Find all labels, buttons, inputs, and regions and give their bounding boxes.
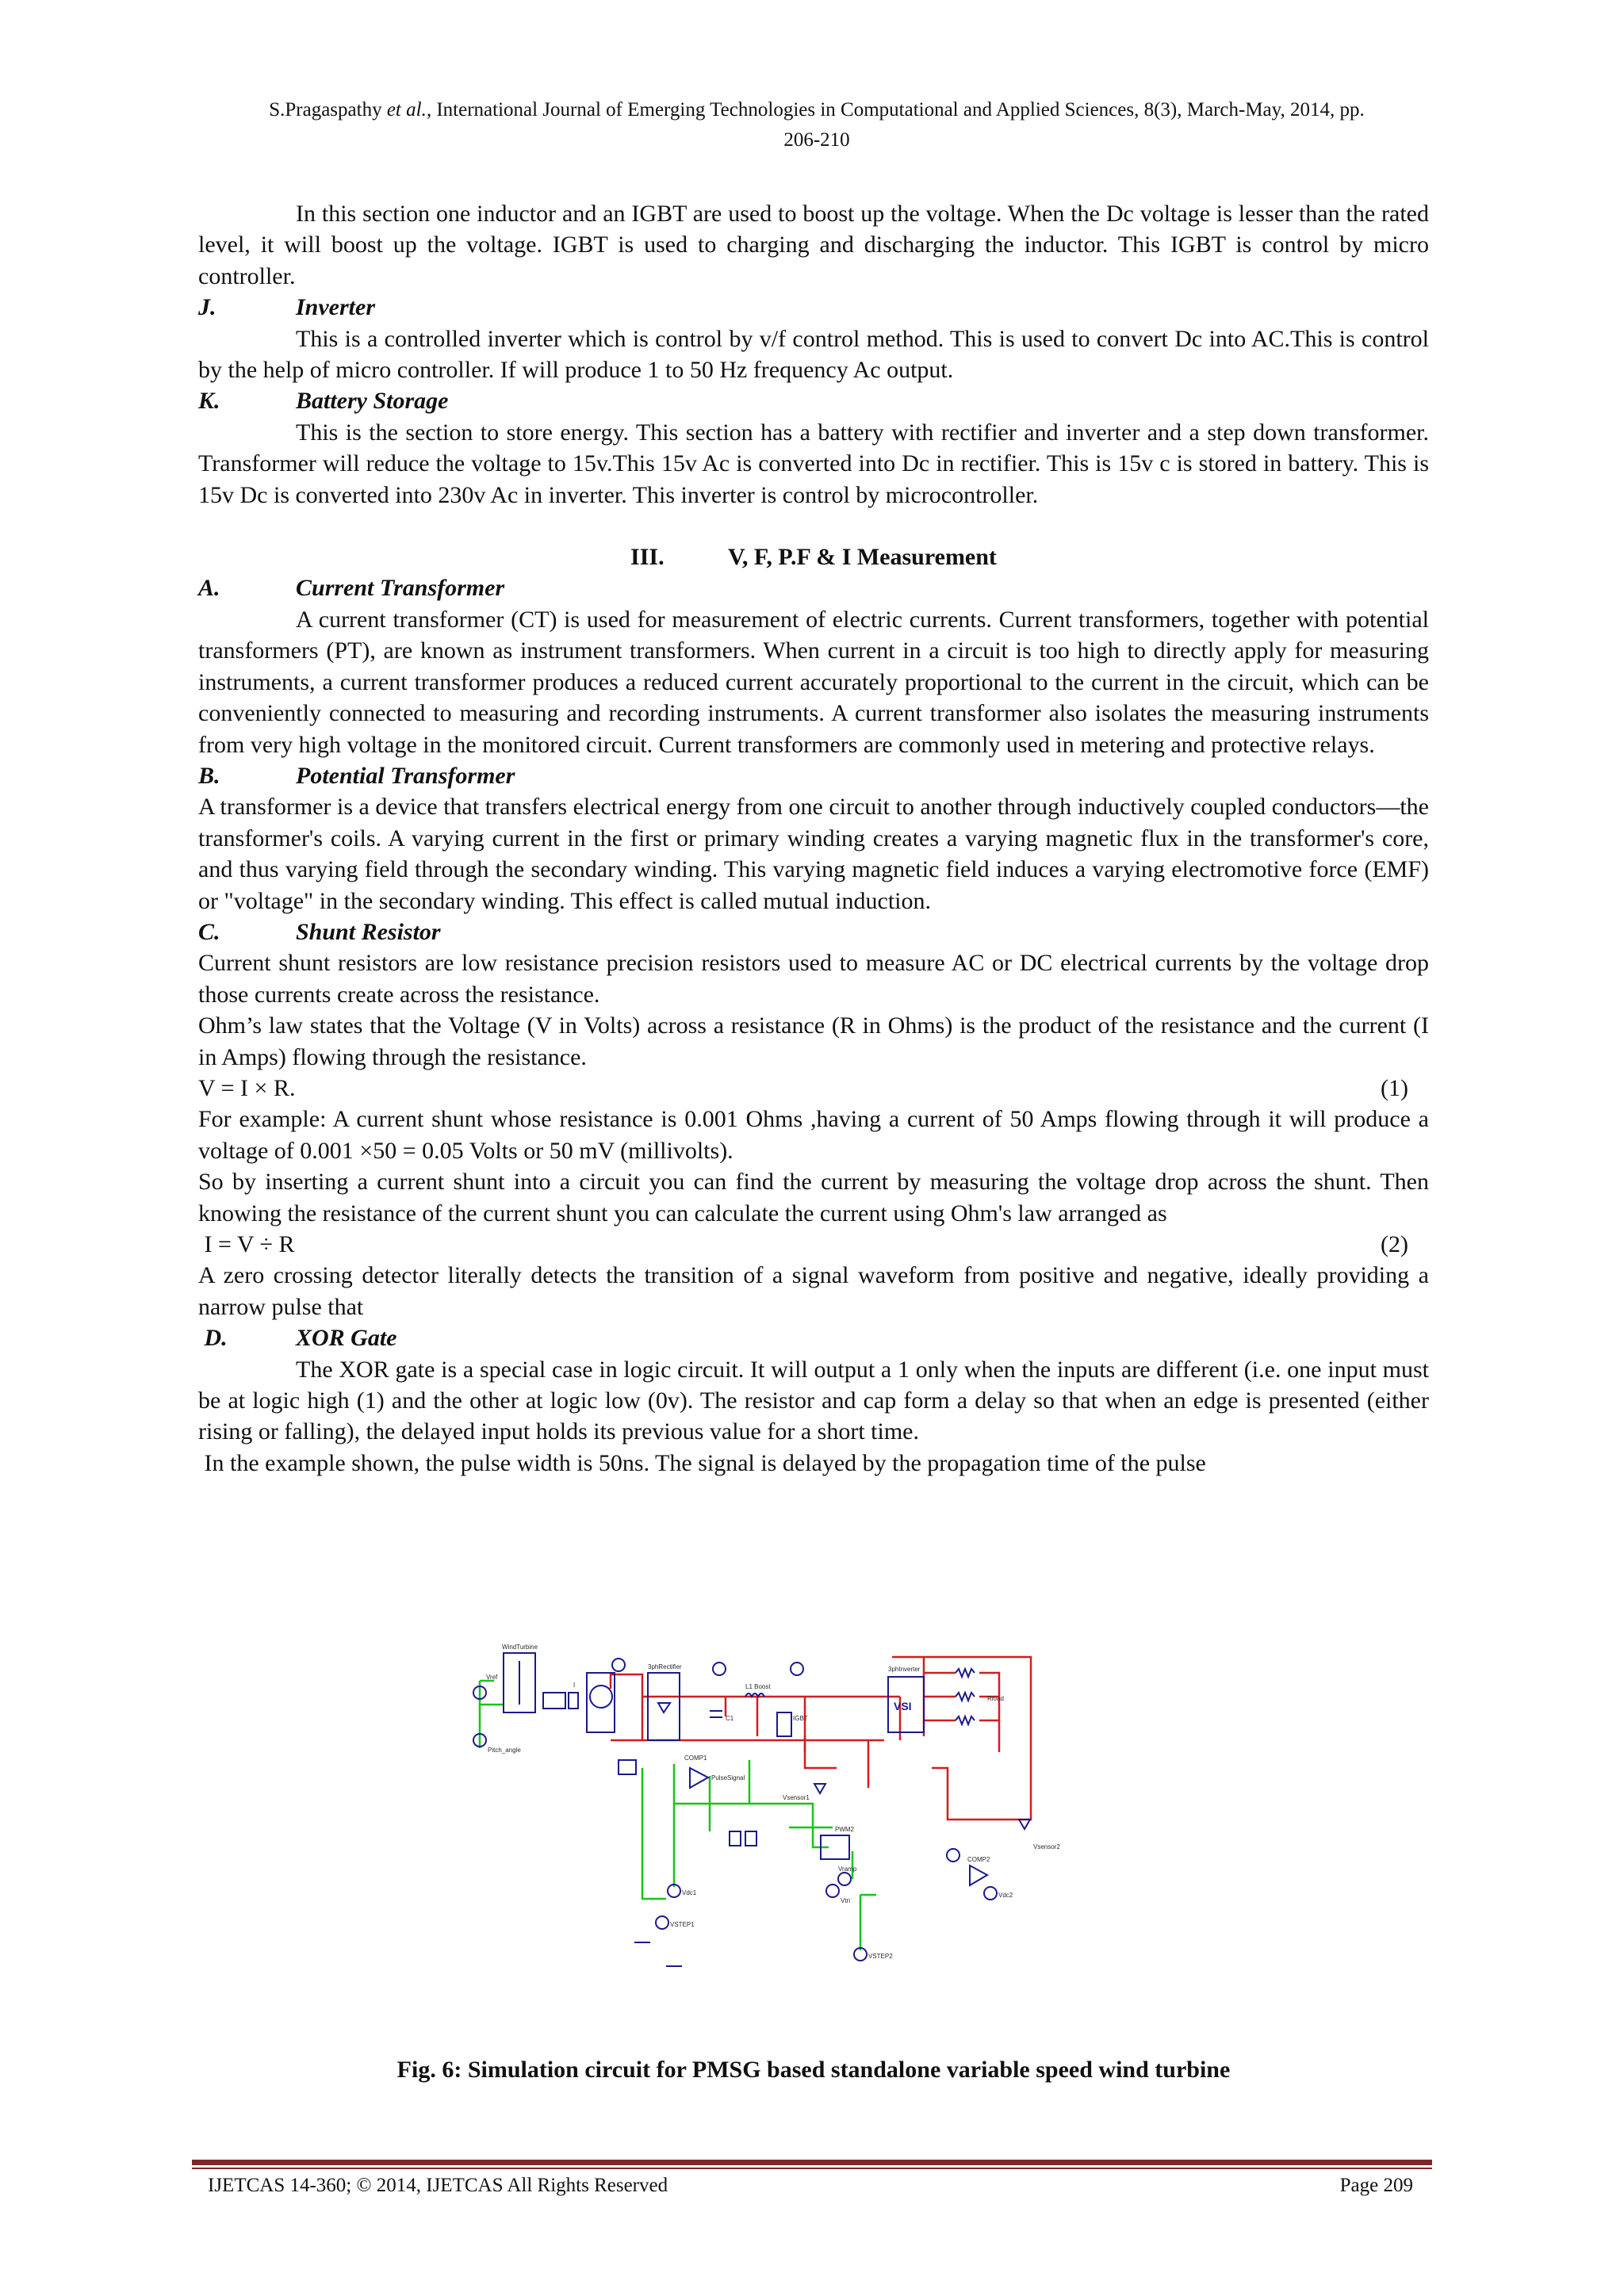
voltage-sensor-1 — [814, 1784, 825, 1793]
vsi-label: VSI — [894, 1700, 912, 1712]
delay-block-1 — [730, 1831, 741, 1846]
battery-paragraph: This is the section to store energy. This section has a battery with rectifier and inverter and a step down transformer. Transformer will reduce the voltage to 15v.This 15v Ac is converted into Dc in rectifier. This is 15v c is stored in battery. This is 15v Dc is converted into 230v Ac in inverter. This inverter is control by microcontroller. — [198, 419, 1429, 508]
label-comp2: COMP2 — [967, 1856, 990, 1863]
label-boost: L1 Boost — [745, 1683, 771, 1690]
simulation-circuit-figure — [472, 1641, 1138, 2038]
meter-comp2 — [947, 1849, 959, 1862]
equation-2-number: (2) — [1381, 1231, 1408, 1257]
pmsg-rotor-icon — [590, 1686, 612, 1708]
subsection-c-title: Shunt Resistor — [296, 918, 441, 945]
power-wire-load-bottom — [979, 1673, 999, 1752]
label-vramp: Vramp — [838, 1866, 857, 1873]
label-pwm: PWM2 — [835, 1826, 854, 1833]
subsection-j-letter: J. — [198, 294, 216, 321]
load-resistor-1 — [956, 1669, 975, 1677]
label-inverter: 3phInverter — [888, 1666, 921, 1673]
label-vstep1: VSTEP1 — [670, 1921, 695, 1928]
subsection-b-letter: B. — [198, 762, 220, 789]
subsection-c-letter: C. — [198, 918, 220, 945]
power-wire-dc-bus-top — [642, 1697, 884, 1752]
delay-block-2 — [745, 1831, 756, 1846]
header-pages: 206-210 — [783, 129, 850, 151]
igbt-switch — [777, 1712, 791, 1736]
control-wire-pwm — [749, 1804, 852, 1879]
label-vdc2: Vdc2 — [998, 1892, 1013, 1899]
circuit-diagram — [472, 1641, 1138, 2038]
load-resistor-3 — [956, 1716, 975, 1724]
running-header — [198, 95, 1435, 155]
sensor-block — [569, 1693, 578, 1709]
label-wind-turbine: WindTurbine — [502, 1644, 538, 1651]
voltage-sensor-2 — [1019, 1820, 1030, 1829]
equation-1 — [198, 1073, 1429, 1104]
rectifier-diode-icon — [658, 1703, 670, 1712]
boost-paragraph: In this section one inductor and an IGBT are used to boost up the voltage. When the Dc voltage is lesser than the rated level, it will boost up the voltage. IGBT is used to charging and discharging the inductor. This IGBT is control by micro controller. — [198, 201, 1429, 289]
scope-block — [619, 1760, 636, 1774]
header-etal: et al., — [386, 99, 432, 121]
label-rectifier: 3phRectifier — [648, 1663, 682, 1670]
dc-source-vdc2 — [984, 1887, 997, 1900]
header-authors: S.Pragaspathy — [269, 99, 382, 121]
equation-1-number: (1) — [1381, 1074, 1408, 1101]
ramp-source — [838, 1873, 851, 1885]
label-pitch: Pitch_angle — [488, 1747, 521, 1754]
subsection-b-heading — [198, 760, 1429, 791]
label-vdc1: Vdc1 — [682, 1889, 697, 1896]
label-comp1: COMP1 — [684, 1755, 707, 1762]
page-footer — [208, 2175, 1413, 2197]
label-i: I — [573, 1682, 576, 1689]
section-3-heading — [198, 541, 1429, 572]
control-wire-wind-input — [480, 1681, 504, 1748]
header-line-1 — [198, 95, 1435, 125]
shunt-paragraph-2: Ohm’s law states that the Voltage (V in Volts) across a resistance (R in Ohms) is the product of the resistance and the current (I in Amps) flowing through the resistance. — [198, 1012, 1429, 1070]
body-text — [198, 198, 1429, 1479]
header-citation: International Journal of Emerging Technologies in Computational and Applied Sciences, 8(3), March-May, 2014, pp. — [431, 99, 1365, 121]
label-vstep2: VSTEP2 — [868, 1953, 893, 1960]
potential-transformer-paragraph: A transformer is a device that transfers electrical energy from one circuit to another through inductively coupled conductors—the transformer's coils. A varying current in the first or primary winding creates a varying magnetic flux in the transformer's core, and thus varying field through the secondary winding. This varying magnetic field induces a varying electromotive force (EMF) or "voltage" in the secondary winding. This effect is called mutual induction. — [198, 794, 1429, 914]
step-source-1 — [656, 1916, 668, 1929]
label-pulse: PulseSignal — [711, 1774, 745, 1781]
section-3-title: V, F, P.F & I Measurement — [728, 544, 997, 571]
subsection-b-title: Potential Transformer — [296, 762, 515, 789]
footer-rule-thick — [192, 2160, 1432, 2165]
gear-block — [543, 1693, 565, 1709]
subsection-k-heading — [198, 385, 1429, 416]
footer-rule-thin — [192, 2168, 1432, 2169]
subsection-a-heading — [198, 572, 1429, 603]
xor-paragraph-1: The XOR gate is a special case in logic circuit. It will output a 1 only when the inputs are different (i.e. one input must be at logic high (1) and the other at logic low (0v). The resistor and cap form a delay so that when an edge is presented (either rising or falling), the delayed input holds its previous value for a short time. — [198, 1356, 1429, 1445]
zero-crossing-paragraph: A zero crossing detector literally detects the transition of a signal waveform from positive and negative, ideally providing a narrow pulse that — [198, 1262, 1429, 1320]
figure-caption: Fig. 6: Simulation circuit for PMSG based standalone variable speed wind turbine — [396, 2057, 1231, 2083]
label-igbt: IGBT — [793, 1715, 808, 1722]
voltage-meter-top — [713, 1663, 726, 1675]
voltage-meter-dc — [791, 1663, 803, 1675]
xor-paragraph-2: In the example shown, the pulse width is 50ns. The signal is delayed by the propagation time of the pulse — [198, 1449, 1206, 1476]
subsection-c-heading — [198, 916, 1429, 947]
equation-1-expression: V = I × R. — [198, 1074, 296, 1101]
shunt-paragraph-1: Current shunt resistors are low resistance precision resistors used to measure AC or DC electrical currents by the voltage drop those currents create across the resistance. — [198, 950, 1429, 1008]
shunt-paragraph-4: So by inserting a current shunt into a circuit you can find the current by measuring the voltage drop across the shunt. Then knowing the resistance of the current shunt you can calculate the current using Ohm's law arranged as — [198, 1169, 1429, 1226]
label-vref: Vref — [486, 1674, 498, 1681]
inverter-paragraph: This is a controlled inverter which is control by v/f control method. This is used to convert Dc into AC.This is control by the help of micro controller. If will produce 1 to 50 Hz frequency Ac output. — [198, 325, 1429, 384]
footer-copyright: IJETCAS 14-360; © 2014, IJETCAS All Rights Reserved — [208, 2175, 668, 2196]
load-resistor-2 — [956, 1693, 975, 1701]
footer-page-number: Page 209 — [1339, 2175, 1413, 2196]
subsection-a-letter: A. — [198, 575, 220, 602]
equation-2 — [198, 1229, 1429, 1260]
comparator-2 — [970, 1866, 987, 1885]
subsection-k-letter: K. — [198, 388, 220, 415]
label-vsensor2: Vsensor2 — [1033, 1843, 1060, 1850]
current-transformer-paragraph: A current transformer (CT) is used for measurement of electric currents. Current transformers, together with potential transformers (PT), are known as instrument transformers. When current in a circuit is too high to directly apply for measuring instruments, a current transformer produces a reduced current accurately proportional to the current in the circuit, which can be conveniently connected to measuring and recording instruments. A current transformer also isolates the measuring instruments from very high voltage in the monitored circuit. Current transformers are commonly used in metering and protective relays. — [198, 606, 1429, 758]
shunt-paragraph-3: For example: A current shunt whose resistance is 0.001 Ohms ,having a current of 50 Amps flowing through it will produce a voltage of 0.001 ×50 = 0.05 Volts or 50 mV (millivolts). — [198, 1106, 1429, 1164]
section-3-number: III. — [630, 544, 665, 571]
subsection-d-letter: D. — [198, 1325, 228, 1352]
subsection-j-title: Inverter — [296, 294, 375, 321]
power-wire-load-loop — [892, 1657, 1031, 1820]
subsection-j-heading — [198, 292, 1429, 323]
equation-2-expression: I = V ÷ R — [198, 1231, 295, 1257]
label-vsensor1: Vsensor1 — [783, 1794, 810, 1801]
label-vtri: Vtri — [841, 1897, 850, 1904]
current-probe — [612, 1659, 625, 1671]
power-wire-inverter-output — [924, 1657, 956, 1736]
subsection-d-title: XOR Gate — [296, 1325, 397, 1352]
label-cap: C1 — [726, 1715, 734, 1722]
comparator-1 — [690, 1768, 708, 1788]
rectifier-block — [648, 1673, 680, 1740]
subsection-d-heading — [198, 1322, 1429, 1353]
subsection-a-title: Current Transformer — [296, 575, 505, 602]
subsection-k-title: Battery Storage — [296, 388, 449, 415]
label-rload: Rload — [987, 1695, 1004, 1702]
triangle-source — [826, 1885, 839, 1897]
